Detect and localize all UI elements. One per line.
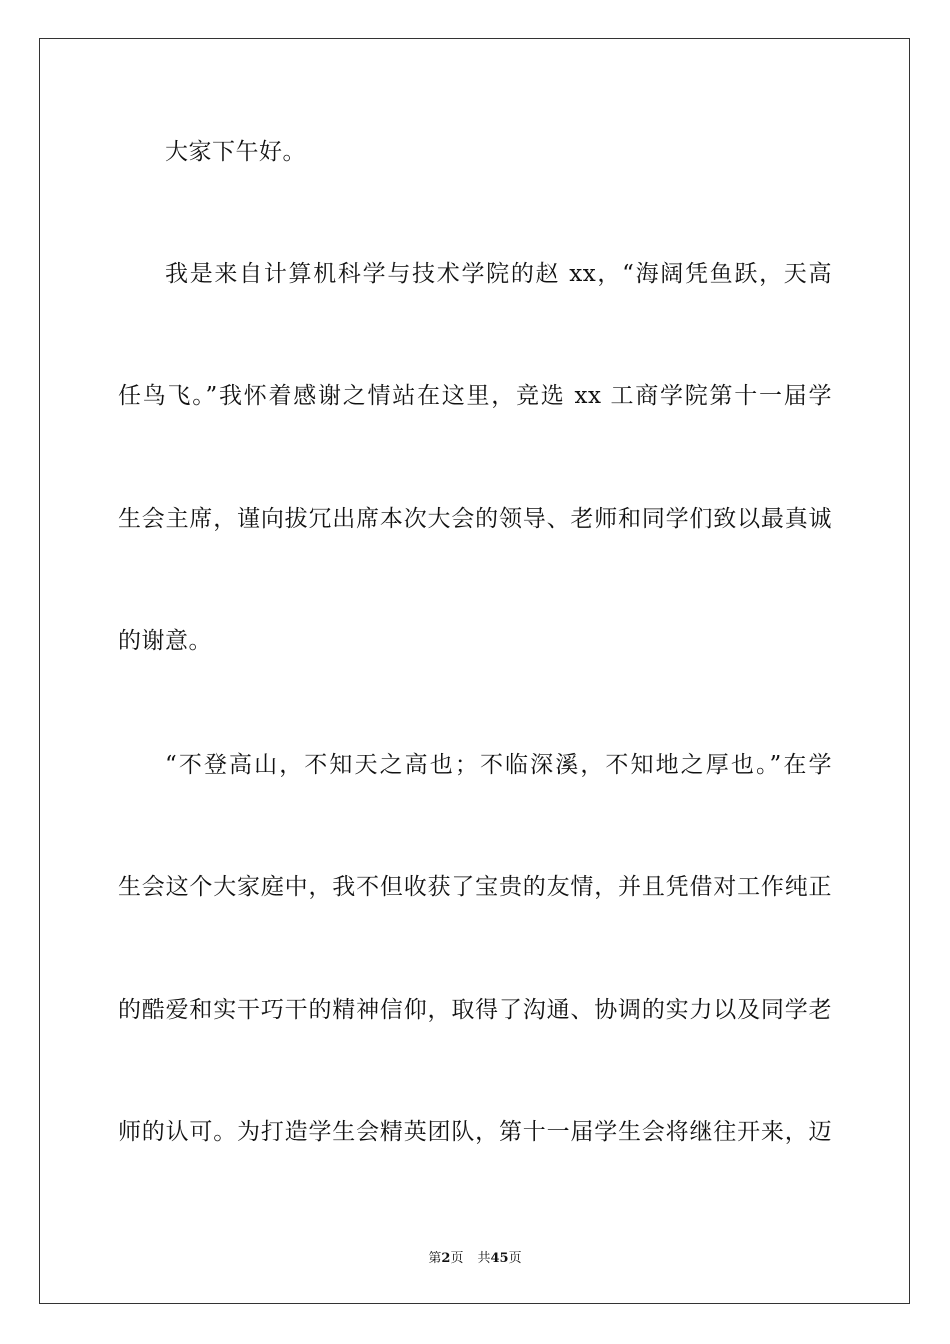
paragraph-line: 师的认可。为打造学生会精英团队，第十一届学生会将继往开来，迈 (118, 1119, 832, 1145)
paragraph-line: 生会这个大家庭中，我不但收获了宝贵的友情，并且凭借对工作纯正 (118, 874, 832, 900)
paragraph-line: 我是来自计算机科学与技术学院的赵 xx，“海阔凭鱼跃，天高 (165, 261, 832, 287)
total-suffix: 页 (508, 1251, 522, 1266)
total-pages: 45 (490, 1251, 509, 1266)
page-border (39, 38, 910, 1304)
page-number: 2 (441, 1251, 451, 1266)
page-footer (0, 1247, 950, 1266)
paragraph-line: 大家下午好。 (165, 139, 306, 165)
page-suffix: 页 (450, 1251, 464, 1266)
paragraph-line: 生会主席，谨向拔冗出席本次大会的领导、老师和同学们致以最真诚 (118, 506, 832, 532)
page-prefix: 第 (428, 1251, 442, 1266)
total-prefix: 共 (477, 1251, 491, 1266)
paragraph-line: “不登高山，不知天之高也；不临深溪，不知地之厚也。”在学 (165, 752, 832, 778)
paragraph-line: 任鸟飞。”我怀着感谢之情站在这里，竞选 xx 工商学院第十一届学 (118, 383, 832, 409)
paragraph-line: 的酷爱和实干巧干的精神信仰，取得了沟通、协调的实力以及同学老 (118, 997, 832, 1023)
paragraph-line: 的谢意。 (118, 628, 212, 654)
